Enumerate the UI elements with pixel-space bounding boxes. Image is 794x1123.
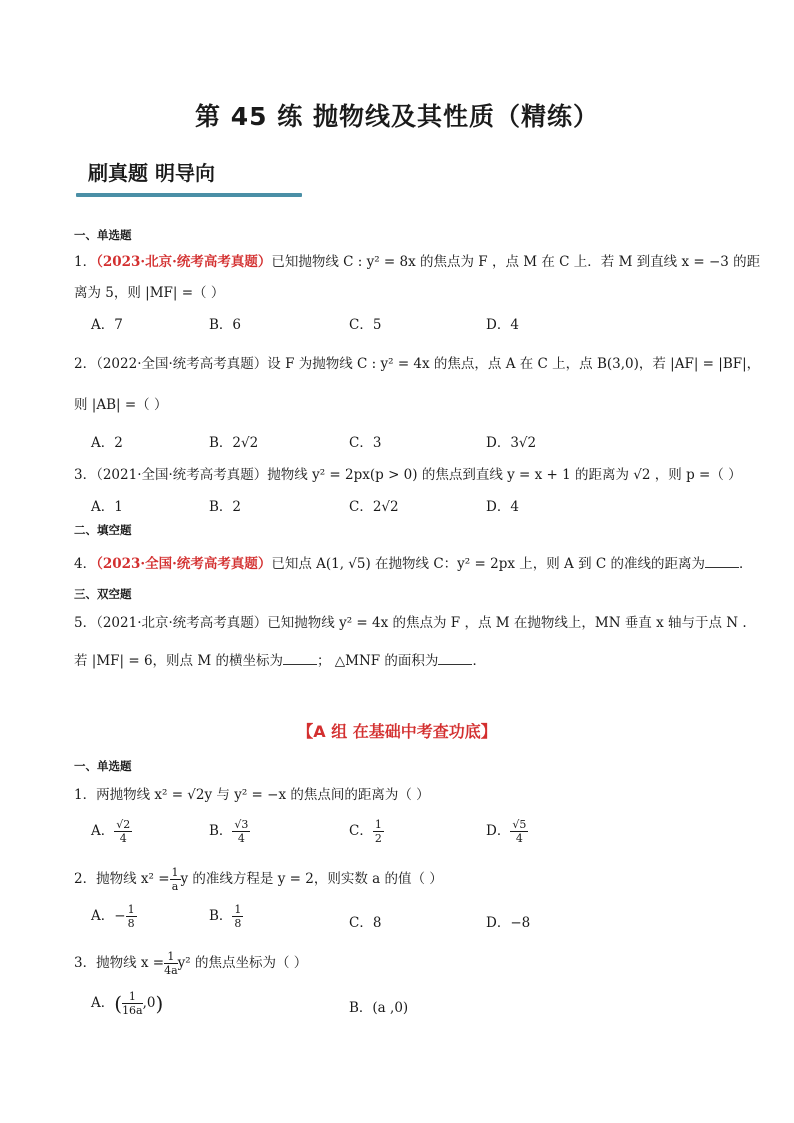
option-c[interactable]: C．3 [349, 435, 382, 451]
option-c[interactable]: C．2√2 [349, 499, 399, 515]
option-d[interactable]: D．4 [486, 317, 519, 333]
option-a[interactable]: A． $\frac{√2}{4}$ [91, 818, 131, 845]
question-text: 抛物线 y² = 2px(p > 0) 的焦点到直线 y = x + 1 的距离为 √2 ，则 p =（ ） [267, 467, 742, 483]
question-text: 设 F 为抛物线 C : y² = 4x 的焦点，点 A 在 C 上，点 B(3,0)，若 |AF| = |BF|， [267, 356, 761, 372]
question-text: 两抛物线 x² = √2y 与 y² = −x 的焦点间的距离为（ ） [96, 787, 430, 803]
question-number: 2． [74, 871, 97, 887]
question-number: 2． [74, 356, 97, 372]
fraction: $\frac{√3}{4}$ [234, 818, 249, 845]
answer-blank-1[interactable] [283, 652, 317, 665]
question-text: 抛物线 x² = [96, 871, 170, 887]
option-b[interactable]: B．6 [209, 317, 242, 333]
question-1-line2: 离为 5，则 |MF| =（ ） [74, 285, 225, 301]
option-d[interactable]: D．4 [486, 499, 519, 515]
option-a[interactable]: A．7 [91, 317, 123, 333]
fraction: $\frac{√5}{4}$ [512, 818, 527, 845]
question-source: （2022·全国·统考高考真题） [96, 356, 268, 372]
question-source: （2023·全国·统考高考真题） [96, 556, 272, 572]
group-a-question-3 [74, 950, 307, 977]
fraction: $\frac{1}{a}$ [171, 866, 179, 893]
option-b[interactable]: B．2 [209, 499, 242, 515]
option-b[interactable]: B． $\frac{1}{8}$ [209, 903, 242, 930]
answer-blank[interactable] [705, 555, 739, 568]
option-b[interactable]: B．2√2 [209, 435, 259, 451]
group-a-heading: 【A 组 在基础中考查功底】 [297, 722, 497, 741]
option-c[interactable]: C．8 [349, 915, 382, 931]
option-a[interactable]: A．− $\frac{1}{8}$ [91, 903, 135, 930]
option-d[interactable]: D． $\frac{√5}{4}$ [486, 818, 527, 845]
question-source: （2021·北京·统考高考真题） [96, 615, 268, 631]
option-d[interactable]: D．−8 [486, 915, 531, 931]
question-3 [74, 463, 742, 483]
question-text: ； △MNF 的面积为 [316, 653, 439, 669]
question-number: 1． [74, 254, 97, 270]
option-b[interactable]: B．(a ,0) [349, 1000, 409, 1016]
question-text: y² 的焦点坐标为（ ） [177, 955, 308, 971]
group-a-question-1 [74, 783, 430, 803]
fraction: $\frac{√2}{4}$ [116, 818, 131, 845]
question-number: 3． [74, 467, 97, 483]
question-text: 已知抛物线 y² = 4x 的焦点为 F ，点 M 在抛物线上，MN 垂直 x 轴与于点 N . [267, 615, 747, 631]
question-2 [74, 352, 760, 372]
question-number: 1． [74, 787, 97, 803]
fraction: $\frac{1}{2}$ [374, 818, 382, 845]
section-label-double-blank: 三、双空题 [74, 587, 132, 601]
section-label-fill-blank: 二、填空题 [74, 523, 132, 537]
fraction: $\frac{1}{16a}$ [122, 990, 143, 1017]
section-label-single-choice: 一、单选题 [74, 228, 132, 242]
option-d[interactable]: D．3√2 [486, 435, 537, 451]
question-number: 3． [74, 955, 97, 971]
question-text: 已知点 A(1, √5) 在抛物线 C：y² = 2px 上，则 A 到 C 的准线的距离为 [271, 556, 705, 572]
option-c[interactable]: C．5 [349, 317, 382, 333]
fraction: $\frac{1}{4a}$ [164, 950, 178, 977]
option-a[interactable]: A．2 [91, 435, 123, 451]
question-5-line2 [74, 649, 486, 669]
question-number: 5． [74, 615, 97, 631]
question-4 [74, 552, 753, 572]
question-text-end: ． [739, 556, 753, 572]
question-text: 抛物线 x = [96, 955, 165, 971]
question-text: y 的准线方程是 y = 2，则实数 a 的值（ ） [180, 871, 443, 887]
question-text-end: ． [472, 653, 486, 669]
question-1 [74, 250, 760, 270]
page-title: 第 45 练 抛物线及其性质（精练） [195, 102, 599, 131]
question-text: 若 |MF| = 6，则点 M 的横坐标为 [74, 653, 283, 669]
option-c[interactable]: C． $\frac{1}{2}$ [349, 818, 382, 845]
option-a[interactable]: A．( $\frac{1}{16a}$ ,0) [91, 990, 164, 1017]
question-5 [74, 611, 747, 631]
question-2-line2: 则 |AB| =（ ） [74, 397, 168, 413]
question-source: （2021·全国·统考高考真题） [96, 467, 268, 483]
question-number: 4． [74, 556, 97, 572]
answer-blank-2[interactable] [438, 652, 472, 665]
section-label-single-choice-a: 一、单选题 [74, 759, 132, 773]
group-a-question-2 [74, 866, 443, 893]
option-a[interactable]: A．1 [91, 499, 123, 515]
fraction: $\frac{1}{8}$ [127, 903, 135, 930]
fraction: $\frac{1}{8}$ [234, 903, 242, 930]
subheading-underline [76, 193, 302, 197]
question-text: 已知抛物线 C : y² = 8x 的焦点为 F ，点 M 在 C 上．若 M 到直线 x = −3 的距 [271, 254, 761, 270]
question-source: （2023·北京·统考高考真题） [96, 254, 272, 270]
section-subheading: 刷真题 明导向 [88, 161, 215, 185]
option-b[interactable]: B． $\frac{√3}{4}$ [209, 818, 249, 845]
